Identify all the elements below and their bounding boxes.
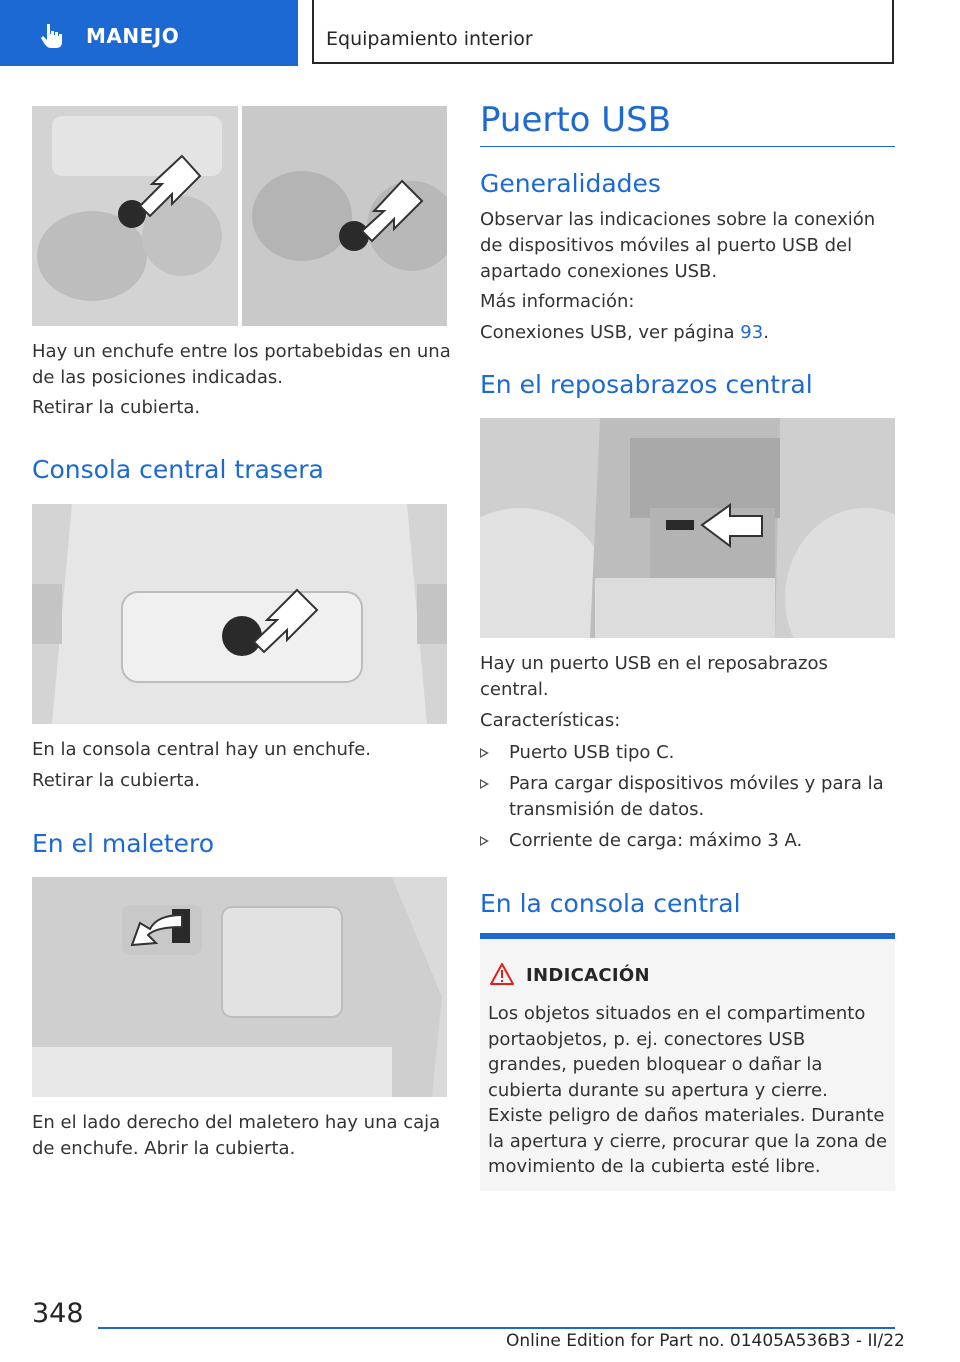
heading-rule bbox=[480, 146, 895, 147]
body-text: Características: bbox=[480, 710, 621, 731]
cupholder-socket-photo bbox=[32, 106, 447, 326]
body-text: Retirar la cubierta. bbox=[32, 397, 201, 418]
body-text: Hay un enchufe entre los portabebidas en una de las posiciones indicadas. bbox=[32, 341, 451, 388]
chapter-header bbox=[312, 0, 894, 64]
section-tab bbox=[0, 0, 298, 66]
body-text: Observar las indicaciones sobre la conexión de dispositivos móviles al puerto USB del apartado conexiones USB. bbox=[480, 209, 876, 282]
heading-usb-port: Puerto USB bbox=[480, 100, 672, 140]
reference-suffix: . bbox=[763, 322, 769, 343]
heading-trunk: En el maletero bbox=[32, 829, 215, 858]
hand-icon bbox=[38, 22, 66, 50]
body-text: Hay un puerto USB en el reposabrazos central. bbox=[480, 653, 828, 700]
heading-center-console: En la consola central bbox=[480, 889, 741, 918]
heading-rear-console: Consola central trasera bbox=[32, 455, 324, 484]
body-text: Más información: bbox=[480, 291, 635, 312]
triangle-bullet-icon bbox=[480, 779, 489, 789]
list-item: Corriente de carga: máximo 3 A. bbox=[480, 828, 895, 854]
chapter-title: Equipamiento interior bbox=[326, 28, 533, 50]
warning-icon bbox=[490, 963, 514, 985]
notice-title: INDICACIÓN bbox=[526, 965, 650, 986]
section-label: MANEJO bbox=[86, 24, 180, 48]
triangle-bullet-icon bbox=[480, 836, 489, 846]
body-text bbox=[480, 320, 898, 346]
footer-rule bbox=[98, 1327, 895, 1329]
page-number: 348 bbox=[32, 1298, 84, 1329]
armrest-usb-photo bbox=[480, 418, 895, 638]
edition-text: Online Edition for Part no. 01405A536B3 - II/22 bbox=[506, 1331, 905, 1351]
reference-text: Conexiones USB, ver página bbox=[480, 322, 741, 343]
body-text: En la consola central hay un enchufe. bbox=[32, 739, 371, 760]
heading-general: Generalidades bbox=[480, 169, 661, 198]
page-link[interactable]: 93 bbox=[740, 322, 764, 343]
list-item: Para cargar dispositivos móviles y para la transmisión de datos. bbox=[480, 771, 895, 823]
body-text: Retirar la cubierta. bbox=[32, 770, 201, 791]
rear-console-socket-photo bbox=[32, 504, 447, 724]
heading-armrest: En el reposabrazos central bbox=[480, 370, 813, 399]
trunk-socket-photo bbox=[32, 877, 447, 1097]
notice-box bbox=[480, 933, 895, 1191]
triangle-bullet-icon bbox=[480, 748, 489, 758]
list-item: Puerto USB tipo C. bbox=[480, 740, 895, 766]
notice-text: Los objetos situados en el compartimento portaobjetos, p. ej. conectores USB grandes, pueden bloquear o dañar la cubierta durante su apertura y cierre. Existe peligro de daños materiales. Durante la apertura y cierre, procurar que la zona de movimiento de la cubierta esté libre. bbox=[488, 1003, 888, 1177]
body-text: En el lado derecho del maletero hay una caja de enchufe. Abrir la cubierta. bbox=[32, 1112, 441, 1159]
